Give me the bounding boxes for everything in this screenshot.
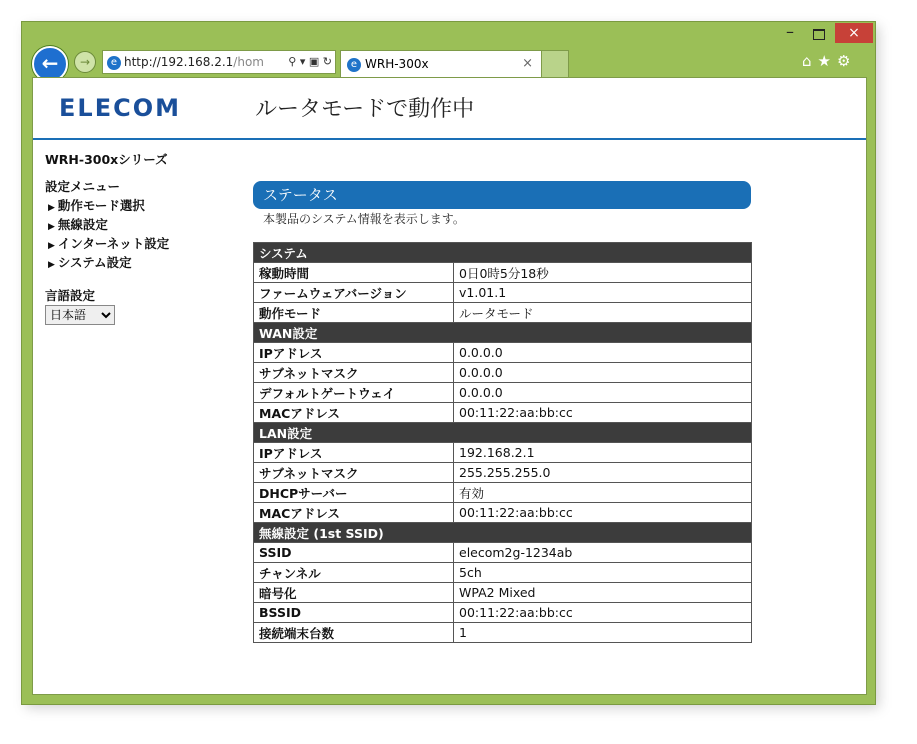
row-value: 0.0.0.0: [454, 343, 752, 363]
sidebar-item-label: インターネット設定: [57, 236, 170, 251]
row-value: ルータモード: [454, 303, 752, 323]
row-value: 1: [454, 623, 752, 643]
table-row: [254, 383, 752, 403]
table-row: [254, 583, 752, 603]
arrow-left-icon: ←: [41, 51, 59, 75]
series-name: WRH-300xシリーズ: [45, 152, 168, 167]
table-row: [254, 403, 752, 423]
row-key: BSSID: [254, 603, 454, 623]
row-key: SSID: [254, 543, 454, 563]
tab-close-button[interactable]: ×: [522, 56, 533, 71]
row-key: IPアドレス: [254, 343, 454, 363]
row-key: デフォルトゲートウェイ: [254, 383, 454, 403]
tab-title: WRH-300x: [365, 57, 429, 71]
status-table: [253, 242, 752, 643]
maximize-button[interactable]: [806, 24, 832, 44]
row-value: 0.0.0.0: [454, 383, 752, 403]
sidebar-item-operation-mode[interactable]: [45, 196, 215, 215]
menu-heading: 設定メニュー: [45, 179, 121, 194]
page-header: [33, 78, 866, 140]
url-host: http://192.168.2.1: [124, 55, 234, 69]
favorites-icon[interactable]: ★: [817, 52, 837, 70]
row-value: elecom2g-1234ab: [454, 543, 752, 563]
language-select[interactable]: [45, 305, 115, 325]
table-row: [254, 603, 752, 623]
row-value: 00:11:22:aa:bb:cc: [454, 603, 752, 623]
table-row: [254, 363, 752, 383]
browser-window: [21, 21, 876, 705]
row-key: サブネットマスク: [254, 363, 454, 383]
row-value: 0日0時5分18秒: [454, 263, 752, 283]
row-key: MACアドレス: [254, 503, 454, 523]
row-value: 5ch: [454, 563, 752, 583]
table-row: [254, 303, 752, 323]
page-title: ルータモードで動作中: [255, 97, 475, 122]
table-row: [254, 343, 752, 363]
arrow-right-icon: →: [79, 55, 91, 69]
row-key: 接続端末台数: [254, 623, 454, 643]
language-heading: 言語設定: [45, 288, 96, 303]
triangle-right-icon: ▶: [48, 260, 55, 270]
sidebar-item-wireless[interactable]: [45, 215, 215, 234]
row-value: WPA2 Mixed: [454, 583, 752, 603]
section-header-label: 無線設定 (1st SSID): [254, 523, 752, 543]
ie-page-icon: e: [107, 56, 121, 70]
close-window-button[interactable]: ×: [835, 23, 873, 43]
home-icon[interactable]: ⌂: [802, 52, 818, 70]
row-key: 動作モード: [254, 303, 454, 323]
triangle-right-icon: ▶: [48, 203, 55, 213]
row-value: v1.01.1: [454, 283, 752, 303]
row-value: 192.168.2.1: [454, 443, 752, 463]
ie-tab-icon: e: [347, 58, 361, 72]
table-row: [254, 623, 752, 643]
sidebar-item-label: 動作モード選択: [57, 198, 145, 213]
row-key: DHCPサーバー: [254, 483, 454, 503]
refresh-icon[interactable]: ↻: [322, 55, 332, 68]
table-row: [254, 443, 752, 463]
section-title: ステータス: [253, 181, 751, 209]
forward-button[interactable]: [74, 51, 96, 73]
triangle-right-icon: ▶: [48, 222, 55, 232]
row-value: 00:11:22:aa:bb:cc: [454, 403, 752, 423]
table-row: [254, 463, 752, 483]
section-header-label: システム: [254, 243, 752, 263]
table-section-header: [254, 423, 752, 443]
maximize-icon: [813, 29, 825, 40]
row-value: 0.0.0.0: [454, 363, 752, 383]
sidebar-item-label: システム設定: [57, 255, 132, 270]
dropdown-icon[interactable]: ▾: [299, 55, 306, 68]
web-page: [32, 77, 867, 695]
table-row: [254, 263, 752, 283]
section-header-label: WAN設定: [254, 323, 752, 343]
address-bar[interactable]: [102, 50, 336, 74]
sidebar-item-system[interactable]: [45, 253, 215, 272]
row-key: 暗号化: [254, 583, 454, 603]
sidebar-item-internet[interactable]: [45, 234, 215, 253]
row-key: IPアドレス: [254, 443, 454, 463]
row-key: 稼動時間: [254, 263, 454, 283]
table-section-header: [254, 523, 752, 543]
table-section-header: [254, 323, 752, 343]
search-icon[interactable]: ⚲: [288, 55, 297, 68]
table-row: [254, 283, 752, 303]
table-row: [254, 543, 752, 563]
table-section-header: [254, 243, 752, 263]
address-tools[interactable]: [288, 51, 332, 73]
minimize-button[interactable]: –: [786, 22, 794, 41]
row-value: 255.255.255.0: [454, 463, 752, 483]
sidebar: [45, 150, 215, 325]
table-row: [254, 563, 752, 583]
section-header-label: LAN設定: [254, 423, 752, 443]
browser-tools: [802, 52, 856, 70]
row-value: 有効: [454, 483, 752, 503]
row-key: MACアドレス: [254, 403, 454, 423]
new-tab-button[interactable]: [541, 50, 569, 78]
row-value: 00:11:22:aa:bb:cc: [454, 503, 752, 523]
tab-active[interactable]: [340, 50, 542, 77]
row-key: チャンネル: [254, 563, 454, 583]
gear-icon[interactable]: ⚙: [836, 52, 857, 70]
table-row: [254, 503, 752, 523]
row-key: サブネットマスク: [254, 463, 454, 483]
table-row: [254, 483, 752, 503]
url-path: /hom: [233, 55, 264, 69]
section-description: 本製品のシステム情報を表示します。: [263, 212, 465, 226]
triangle-right-icon: ▶: [48, 241, 55, 251]
row-key: ファームウェアバージョン: [254, 283, 454, 303]
sidebar-item-label: 無線設定: [57, 217, 108, 232]
compat-view-icon[interactable]: ▣: [308, 55, 320, 68]
elecom-logo: ELECOM: [59, 94, 181, 122]
